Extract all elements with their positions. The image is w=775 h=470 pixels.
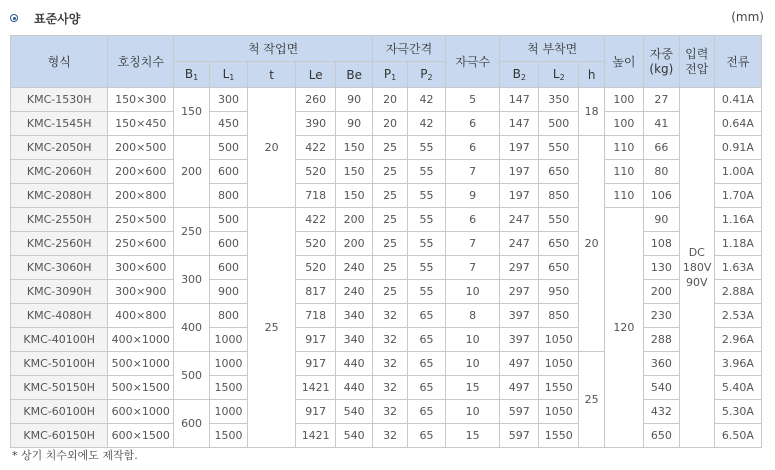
table-row bbox=[11, 88, 762, 112]
h-cell: 20 bbox=[579, 136, 605, 352]
header-p1-sub: 1 bbox=[391, 73, 397, 82]
header-nominal: 호칭치수 bbox=[108, 36, 174, 88]
header-pole-gap: 자극간격 bbox=[373, 36, 446, 62]
be-cell: 150 bbox=[336, 136, 373, 160]
p2-cell: 65 bbox=[408, 400, 446, 424]
p1-cell: 20 bbox=[373, 88, 408, 112]
b2-cell: 197 bbox=[500, 160, 539, 184]
height-cell: 100 bbox=[604, 88, 643, 112]
nominal-cell: 200×600 bbox=[108, 160, 174, 184]
table-row bbox=[11, 208, 762, 232]
header-p1 bbox=[373, 62, 408, 88]
poles-cell: 8 bbox=[445, 304, 499, 328]
table-row bbox=[11, 256, 762, 280]
l1-cell: 800 bbox=[210, 184, 248, 208]
b1-cell: 400 bbox=[174, 304, 210, 352]
weight-cell: 80 bbox=[643, 160, 679, 184]
header-height: 높이 bbox=[604, 36, 643, 88]
header-l2 bbox=[539, 62, 579, 88]
h-cell: 25 bbox=[579, 352, 605, 448]
header-l1-label: L bbox=[222, 67, 230, 81]
current-cell: 0.91A bbox=[714, 136, 761, 160]
bullet-icon bbox=[10, 14, 18, 22]
le-cell: 817 bbox=[296, 280, 336, 304]
table-row bbox=[11, 328, 762, 352]
t-cell: 20 bbox=[247, 88, 295, 208]
title-bar bbox=[8, 8, 768, 30]
header-b1-sub: 1 bbox=[193, 73, 199, 82]
model-cell: KMC-60150H bbox=[11, 424, 108, 448]
header-t: t bbox=[247, 62, 295, 88]
nominal-cell: 150×450 bbox=[108, 112, 174, 136]
weight-cell: 200 bbox=[643, 280, 679, 304]
weight-cell: 230 bbox=[643, 304, 679, 328]
be-cell: 440 bbox=[336, 376, 373, 400]
p2-cell: 55 bbox=[408, 160, 446, 184]
le-cell: 917 bbox=[296, 352, 336, 376]
p1-cell: 20 bbox=[373, 112, 408, 136]
p2-cell: 42 bbox=[408, 88, 446, 112]
nominal-cell: 300×900 bbox=[108, 280, 174, 304]
header-work-face: 척 작업면 bbox=[174, 36, 373, 62]
header-p2 bbox=[408, 62, 446, 88]
header-p1-label: P bbox=[383, 67, 392, 81]
be-cell: 200 bbox=[336, 232, 373, 256]
table-row bbox=[11, 160, 762, 184]
be-cell: 540 bbox=[336, 400, 373, 424]
table-row bbox=[11, 304, 762, 328]
l1-cell: 600 bbox=[210, 256, 248, 280]
weight-cell: 27 bbox=[643, 88, 679, 112]
poles-cell: 9 bbox=[445, 184, 499, 208]
b1-cell: 300 bbox=[174, 256, 210, 304]
weight-cell: 540 bbox=[643, 376, 679, 400]
weight-cell: 106 bbox=[643, 184, 679, 208]
be-cell: 540 bbox=[336, 424, 373, 448]
l1-cell: 1500 bbox=[210, 376, 248, 400]
nominal-cell: 300×600 bbox=[108, 256, 174, 280]
table-row bbox=[11, 232, 762, 256]
poles-cell: 7 bbox=[445, 256, 499, 280]
nominal-cell: 500×1500 bbox=[108, 376, 174, 400]
be-cell: 240 bbox=[336, 280, 373, 304]
header-l1 bbox=[210, 62, 248, 88]
le-cell: 260 bbox=[296, 88, 336, 112]
b1-cell: 150 bbox=[174, 88, 210, 136]
poles-cell: 10 bbox=[445, 400, 499, 424]
poles-cell: 10 bbox=[445, 280, 499, 304]
height-cell: 110 bbox=[604, 184, 643, 208]
current-cell: 1.16A bbox=[714, 208, 761, 232]
header-b1-label: B bbox=[184, 67, 194, 81]
table-row bbox=[11, 424, 762, 448]
l1-cell: 300 bbox=[210, 88, 248, 112]
weight-cell: 130 bbox=[643, 256, 679, 280]
b2-cell: 297 bbox=[500, 256, 539, 280]
voltage-cell: DC 180V 90V bbox=[679, 88, 714, 448]
current-cell: 1.70A bbox=[714, 184, 761, 208]
b1-cell: 500 bbox=[174, 352, 210, 400]
p2-cell: 65 bbox=[408, 424, 446, 448]
b2-cell: 497 bbox=[500, 352, 539, 376]
l1-cell: 600 bbox=[210, 232, 248, 256]
current-cell: 1.00A bbox=[714, 160, 761, 184]
be-cell: 240 bbox=[336, 256, 373, 280]
header-b2-label: B bbox=[512, 67, 521, 81]
l2-cell: 850 bbox=[539, 304, 579, 328]
footnote: * 상기 치수외에도 제작함. bbox=[12, 449, 138, 462]
poles-cell: 15 bbox=[445, 424, 499, 448]
model-cell: KMC-3060H bbox=[11, 256, 108, 280]
be-cell: 150 bbox=[336, 184, 373, 208]
l1-cell: 500 bbox=[210, 208, 248, 232]
weight-cell: 108 bbox=[643, 232, 679, 256]
weight-cell: 650 bbox=[643, 424, 679, 448]
be-cell: 150 bbox=[336, 160, 373, 184]
page-title: 표준사양 bbox=[34, 12, 81, 26]
current-cell: 5.30A bbox=[714, 400, 761, 424]
le-cell: 422 bbox=[296, 208, 336, 232]
model-cell: KMC-1545H bbox=[11, 112, 108, 136]
header-p2-label: P bbox=[420, 67, 428, 81]
b2-cell: 597 bbox=[500, 424, 539, 448]
l2-cell: 650 bbox=[539, 160, 579, 184]
header-be: Be bbox=[336, 62, 373, 88]
l1-cell: 1000 bbox=[210, 328, 248, 352]
p2-cell: 42 bbox=[408, 112, 446, 136]
table-row bbox=[11, 280, 762, 304]
header-l2-sub: 2 bbox=[559, 73, 565, 82]
spec-table bbox=[10, 35, 762, 448]
l2-cell: 950 bbox=[539, 280, 579, 304]
b2-cell: 147 bbox=[500, 88, 539, 112]
current-cell: 0.41A bbox=[714, 88, 761, 112]
poles-cell: 7 bbox=[445, 232, 499, 256]
b1-cell: 250 bbox=[174, 208, 210, 256]
nominal-cell: 250×500 bbox=[108, 208, 174, 232]
p1-cell: 32 bbox=[373, 328, 408, 352]
p1-cell: 25 bbox=[373, 256, 408, 280]
nominal-cell: 600×1500 bbox=[108, 424, 174, 448]
height-cell: 120 bbox=[604, 208, 643, 448]
model-cell: KMC-3090H bbox=[11, 280, 108, 304]
p1-cell: 25 bbox=[373, 160, 408, 184]
poles-cell: 10 bbox=[445, 328, 499, 352]
poles-cell: 7 bbox=[445, 160, 499, 184]
le-cell: 917 bbox=[296, 328, 336, 352]
p2-cell: 55 bbox=[408, 256, 446, 280]
poles-cell: 15 bbox=[445, 376, 499, 400]
poles-cell: 10 bbox=[445, 352, 499, 376]
t-cell: 25 bbox=[247, 208, 295, 448]
be-cell: 440 bbox=[336, 352, 373, 376]
le-cell: 917 bbox=[296, 400, 336, 424]
current-cell: 0.64A bbox=[714, 112, 761, 136]
l1-cell: 1000 bbox=[210, 352, 248, 376]
p1-cell: 32 bbox=[373, 400, 408, 424]
nominal-cell: 200×500 bbox=[108, 136, 174, 160]
p1-cell: 25 bbox=[373, 136, 408, 160]
l1-cell: 800 bbox=[210, 304, 248, 328]
p2-cell: 65 bbox=[408, 304, 446, 328]
l1-cell: 450 bbox=[210, 112, 248, 136]
weight-cell: 288 bbox=[643, 328, 679, 352]
b2-cell: 147 bbox=[500, 112, 539, 136]
model-cell: KMC-40100H bbox=[11, 328, 108, 352]
header-b2 bbox=[500, 62, 539, 88]
model-cell: KMC-60100H bbox=[11, 400, 108, 424]
p1-cell: 32 bbox=[373, 376, 408, 400]
poles-cell: 6 bbox=[445, 208, 499, 232]
le-cell: 422 bbox=[296, 136, 336, 160]
current-cell: 2.96A bbox=[714, 328, 761, 352]
p2-cell: 55 bbox=[408, 280, 446, 304]
le-cell: 520 bbox=[296, 256, 336, 280]
be-cell: 90 bbox=[336, 112, 373, 136]
weight-cell: 360 bbox=[643, 352, 679, 376]
l1-cell: 1000 bbox=[210, 400, 248, 424]
header-row-1 bbox=[11, 36, 762, 62]
be-cell: 90 bbox=[336, 88, 373, 112]
header-l2-label: L bbox=[552, 67, 560, 81]
model-cell: KMC-2050H bbox=[11, 136, 108, 160]
le-cell: 520 bbox=[296, 160, 336, 184]
header-l1-sub: 1 bbox=[229, 73, 235, 82]
be-cell: 340 bbox=[336, 328, 373, 352]
l1-cell: 500 bbox=[210, 136, 248, 160]
nominal-cell: 250×600 bbox=[108, 232, 174, 256]
p1-cell: 25 bbox=[373, 184, 408, 208]
header-voltage: 입력 전압 bbox=[679, 36, 714, 88]
height-cell: 110 bbox=[604, 136, 643, 160]
l2-cell: 1550 bbox=[539, 376, 579, 400]
p2-cell: 65 bbox=[408, 328, 446, 352]
nominal-cell: 400×800 bbox=[108, 304, 174, 328]
l2-cell: 550 bbox=[539, 136, 579, 160]
p2-cell: 55 bbox=[408, 184, 446, 208]
current-cell: 6.50A bbox=[714, 424, 761, 448]
weight-cell: 90 bbox=[643, 208, 679, 232]
weight-cell: 41 bbox=[643, 112, 679, 136]
p2-cell: 55 bbox=[408, 208, 446, 232]
model-cell: KMC-4080H bbox=[11, 304, 108, 328]
poles-cell: 5 bbox=[445, 88, 499, 112]
l2-cell: 1550 bbox=[539, 424, 579, 448]
nominal-cell: 600×1000 bbox=[108, 400, 174, 424]
header-model: 형식 bbox=[11, 36, 108, 88]
header-pole-count: 자극수 bbox=[445, 36, 499, 88]
unit-label: (mm) bbox=[731, 10, 764, 24]
table-row bbox=[11, 184, 762, 208]
header-h: h bbox=[579, 62, 605, 88]
p1-cell: 25 bbox=[373, 232, 408, 256]
current-cell: 2.53A bbox=[714, 304, 761, 328]
p1-cell: 25 bbox=[373, 280, 408, 304]
p2-cell: 65 bbox=[408, 376, 446, 400]
model-cell: KMC-1530H bbox=[11, 88, 108, 112]
p1-cell: 32 bbox=[373, 352, 408, 376]
le-cell: 520 bbox=[296, 232, 336, 256]
be-cell: 340 bbox=[336, 304, 373, 328]
weight-cell: 432 bbox=[643, 400, 679, 424]
current-cell: 2.88A bbox=[714, 280, 761, 304]
be-cell: 200 bbox=[336, 208, 373, 232]
current-cell: 1.18A bbox=[714, 232, 761, 256]
p1-cell: 32 bbox=[373, 424, 408, 448]
h-cell: 18 bbox=[579, 88, 605, 136]
model-cell: KMC-2550H bbox=[11, 208, 108, 232]
l2-cell: 1050 bbox=[539, 352, 579, 376]
le-cell: 1421 bbox=[296, 424, 336, 448]
header-mount-face: 척 부착면 bbox=[500, 36, 605, 62]
b2-cell: 397 bbox=[500, 328, 539, 352]
current-cell: 3.96A bbox=[714, 352, 761, 376]
l1-cell: 900 bbox=[210, 280, 248, 304]
b2-cell: 497 bbox=[500, 376, 539, 400]
l1-cell: 1500 bbox=[210, 424, 248, 448]
header-weight: 자중 (kg) bbox=[643, 36, 679, 88]
l2-cell: 850 bbox=[539, 184, 579, 208]
le-cell: 718 bbox=[296, 304, 336, 328]
weight-cell: 66 bbox=[643, 136, 679, 160]
b2-cell: 197 bbox=[500, 184, 539, 208]
l2-cell: 1050 bbox=[539, 400, 579, 424]
nominal-cell: 200×800 bbox=[108, 184, 174, 208]
p2-cell: 55 bbox=[408, 136, 446, 160]
header-current: 전류 bbox=[714, 36, 761, 88]
nominal-cell: 400×1000 bbox=[108, 328, 174, 352]
model-cell: KMC-2080H bbox=[11, 184, 108, 208]
model-cell: KMC-50150H bbox=[11, 376, 108, 400]
le-cell: 390 bbox=[296, 112, 336, 136]
b1-cell: 200 bbox=[174, 136, 210, 208]
current-cell: 1.63A bbox=[714, 256, 761, 280]
poles-cell: 6 bbox=[445, 112, 499, 136]
p2-cell: 55 bbox=[408, 232, 446, 256]
current-cell: 5.40A bbox=[714, 376, 761, 400]
nominal-cell: 150×300 bbox=[108, 88, 174, 112]
height-cell: 100 bbox=[604, 112, 643, 136]
header-le: Le bbox=[296, 62, 336, 88]
poles-cell: 6 bbox=[445, 136, 499, 160]
b1-cell: 600 bbox=[174, 400, 210, 448]
model-cell: KMC-50100H bbox=[11, 352, 108, 376]
b2-cell: 297 bbox=[500, 280, 539, 304]
l2-cell: 350 bbox=[539, 88, 579, 112]
table-row bbox=[11, 112, 762, 136]
header-p2-sub: 2 bbox=[427, 73, 433, 82]
table-row bbox=[11, 376, 762, 400]
l1-cell: 600 bbox=[210, 160, 248, 184]
le-cell: 1421 bbox=[296, 376, 336, 400]
le-cell: 718 bbox=[296, 184, 336, 208]
b2-cell: 247 bbox=[500, 208, 539, 232]
header-b1 bbox=[174, 62, 210, 88]
model-cell: KMC-2060H bbox=[11, 160, 108, 184]
l2-cell: 1050 bbox=[539, 328, 579, 352]
model-cell: KMC-2560H bbox=[11, 232, 108, 256]
l2-cell: 500 bbox=[539, 112, 579, 136]
table-row bbox=[11, 136, 762, 160]
p1-cell: 32 bbox=[373, 304, 408, 328]
p1-cell: 25 bbox=[373, 208, 408, 232]
nominal-cell: 500×1000 bbox=[108, 352, 174, 376]
b2-cell: 247 bbox=[500, 232, 539, 256]
l2-cell: 650 bbox=[539, 232, 579, 256]
l2-cell: 650 bbox=[539, 256, 579, 280]
b2-cell: 597 bbox=[500, 400, 539, 424]
table-row bbox=[11, 400, 762, 424]
header-b2-sub: 2 bbox=[520, 73, 526, 82]
b2-cell: 197 bbox=[500, 136, 539, 160]
b2-cell: 397 bbox=[500, 304, 539, 328]
l2-cell: 550 bbox=[539, 208, 579, 232]
p2-cell: 65 bbox=[408, 352, 446, 376]
table-row bbox=[11, 352, 762, 376]
height-cell: 110 bbox=[604, 160, 643, 184]
